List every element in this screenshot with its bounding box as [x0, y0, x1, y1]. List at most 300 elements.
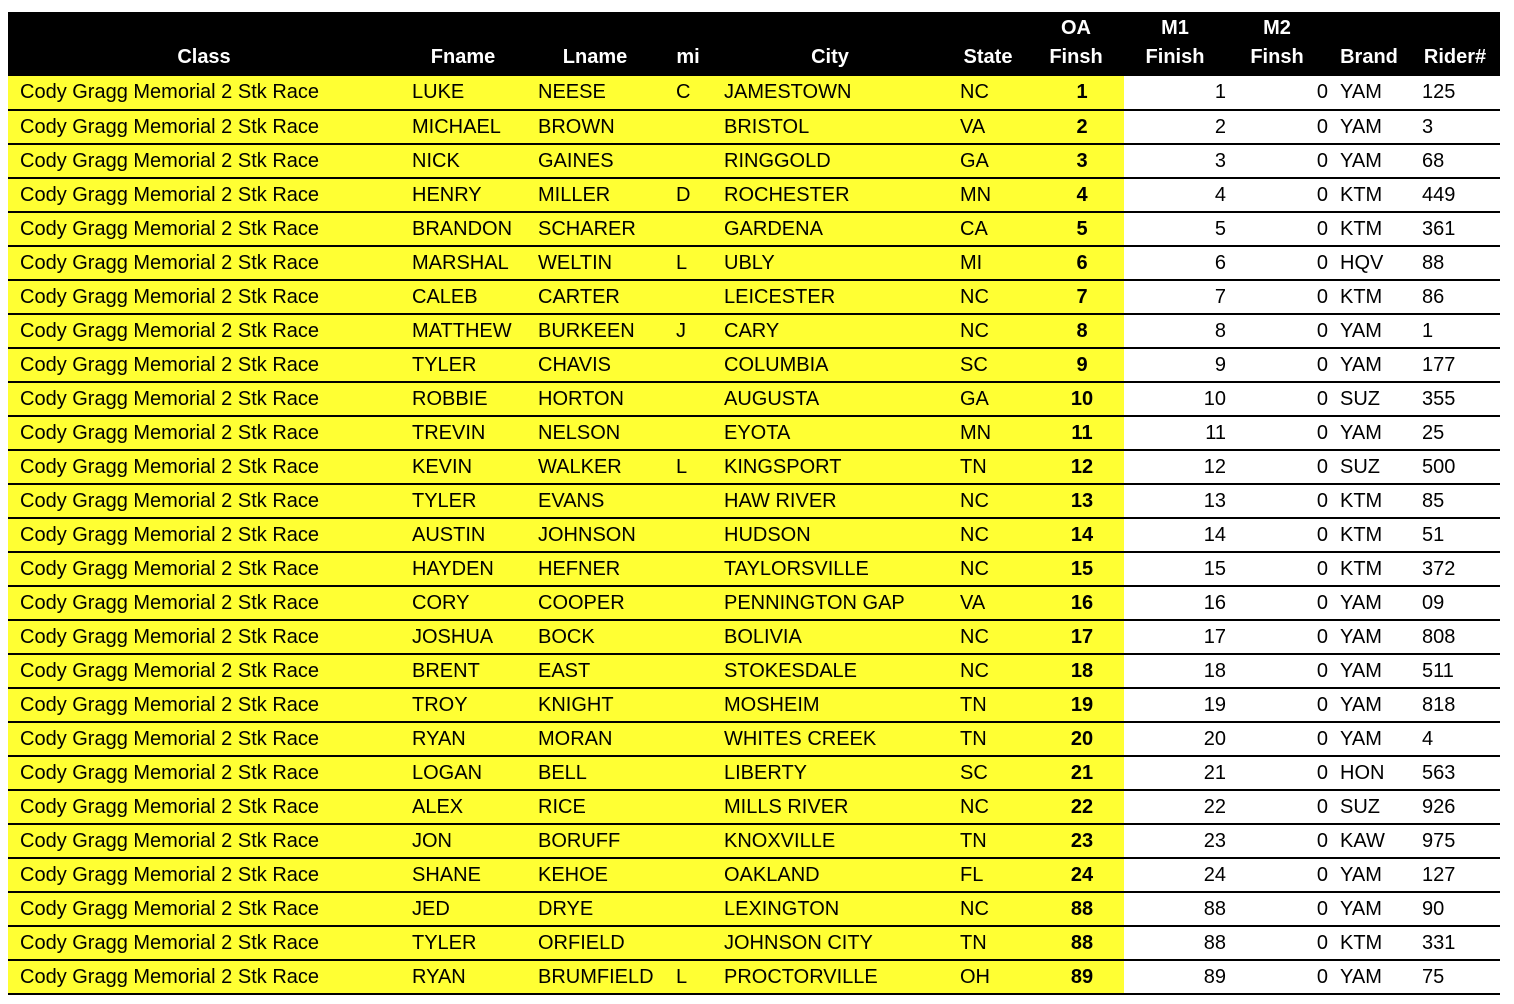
table-row [8, 212, 1500, 246]
cell-lname: MORAN [526, 722, 664, 756]
cell-fname: JON [400, 824, 526, 858]
cell-lname: ORFIELD [526, 926, 664, 960]
cell-fname: RYAN [400, 960, 526, 994]
cell-lname: NELSON [526, 416, 664, 450]
cell-city: BRISTOL [712, 110, 948, 144]
cell-oa-finish: 1 [1028, 76, 1124, 110]
cell-m2-finish: 0 [1226, 722, 1328, 756]
cell-brand: YAM [1328, 688, 1410, 722]
cell-m1-finish: 89 [1124, 960, 1226, 994]
cell-m2-finish: 0 [1226, 178, 1328, 212]
cell-m2-finish: 0 [1226, 824, 1328, 858]
cell-mi: C [664, 76, 712, 110]
cell-rider: 75 [1410, 960, 1500, 994]
cell-mi [664, 858, 712, 892]
cell-class: Cody Gragg Memorial 2 Stk Race [8, 518, 400, 552]
cell-state: VA [948, 110, 1028, 144]
header-state: State [948, 12, 1028, 76]
cell-state: NC [948, 484, 1028, 518]
cell-m1-finish: 4 [1124, 178, 1226, 212]
cell-rider: 177 [1410, 348, 1500, 382]
cell-brand: KTM [1328, 280, 1410, 314]
cell-lname: GAINES [526, 144, 664, 178]
cell-mi [664, 722, 712, 756]
table-row [8, 144, 1500, 178]
cell-city: TAYLORSVILLE [712, 552, 948, 586]
cell-fname: BRENT [400, 654, 526, 688]
cell-class: Cody Gragg Memorial 2 Stk Race [8, 756, 400, 790]
cell-rider: 85 [1410, 484, 1500, 518]
cell-m1-finish: 10 [1124, 382, 1226, 416]
table-row [8, 824, 1500, 858]
cell-brand: YAM [1328, 586, 1410, 620]
cell-m2-finish: 0 [1226, 926, 1328, 960]
cell-fname: TROY [400, 688, 526, 722]
cell-m2-finish: 0 [1226, 552, 1328, 586]
table-row [8, 450, 1500, 484]
cell-oa-finish: 22 [1028, 790, 1124, 824]
cell-fname: MARSHAL [400, 246, 526, 280]
cell-mi [664, 654, 712, 688]
cell-class: Cody Gragg Memorial 2 Stk Race [8, 960, 400, 994]
cell-class: Cody Gragg Memorial 2 Stk Race [8, 688, 400, 722]
cell-m1-finish: 2 [1124, 110, 1226, 144]
cell-mi [664, 416, 712, 450]
header-m1-finish [1124, 12, 1226, 76]
cell-brand: YAM [1328, 144, 1410, 178]
header-lname: Lname [526, 12, 664, 76]
cell-m1-finish: 21 [1124, 756, 1226, 790]
cell-lname: EAST [526, 654, 664, 688]
table-row [8, 314, 1500, 348]
cell-rider: 127 [1410, 858, 1500, 892]
cell-city: HUDSON [712, 518, 948, 552]
cell-m1-finish: 8 [1124, 314, 1226, 348]
cell-m1-finish: 9 [1124, 348, 1226, 382]
header-m2-line1: M2 [1263, 17, 1291, 39]
cell-state: CA [948, 212, 1028, 246]
cell-oa-finish: 21 [1028, 756, 1124, 790]
cell-oa-finish: 10 [1028, 382, 1124, 416]
cell-m2-finish: 0 [1226, 450, 1328, 484]
cell-brand: HON [1328, 756, 1410, 790]
cell-oa-finish: 2 [1028, 110, 1124, 144]
cell-mi [664, 348, 712, 382]
cell-brand: SUZ [1328, 790, 1410, 824]
table-row [8, 790, 1500, 824]
cell-city: STOKESDALE [712, 654, 948, 688]
cell-city: OAKLAND [712, 858, 948, 892]
cell-state: SC [948, 348, 1028, 382]
cell-m2-finish: 0 [1226, 314, 1328, 348]
cell-rider: 25 [1410, 416, 1500, 450]
cell-m1-finish: 7 [1124, 280, 1226, 314]
cell-m2-finish: 0 [1226, 110, 1328, 144]
header-oa-finish [1028, 12, 1124, 76]
cell-rider: 563 [1410, 756, 1500, 790]
cell-m1-finish: 23 [1124, 824, 1226, 858]
cell-mi: D [664, 178, 712, 212]
table-row [8, 722, 1500, 756]
cell-mi [664, 892, 712, 926]
cell-oa-finish: 15 [1028, 552, 1124, 586]
cell-lname: COOPER [526, 586, 664, 620]
cell-lname: CHAVIS [526, 348, 664, 382]
header-m1-line1: M1 [1161, 17, 1189, 39]
header-mi: mi [664, 12, 712, 76]
cell-mi [664, 552, 712, 586]
cell-rider: 51 [1410, 518, 1500, 552]
cell-class: Cody Gragg Memorial 2 Stk Race [8, 212, 400, 246]
cell-oa-finish: 89 [1028, 960, 1124, 994]
cell-m2-finish: 0 [1226, 416, 1328, 450]
header-brand: Brand [1328, 12, 1410, 76]
cell-rider: 09 [1410, 586, 1500, 620]
header-rider: Rider# [1410, 12, 1500, 76]
cell-lname: BRUMFIELD [526, 960, 664, 994]
cell-city: UBLY [712, 246, 948, 280]
cell-lname: BELL [526, 756, 664, 790]
cell-state: TN [948, 722, 1028, 756]
cell-brand: KTM [1328, 178, 1410, 212]
cell-m2-finish: 0 [1226, 382, 1328, 416]
cell-lname: KEHOE [526, 858, 664, 892]
cell-rider: 4 [1410, 722, 1500, 756]
cell-fname: TYLER [400, 926, 526, 960]
cell-m2-finish: 0 [1226, 144, 1328, 178]
cell-brand: HQV [1328, 246, 1410, 280]
table-row [8, 110, 1500, 144]
cell-m1-finish: 13 [1124, 484, 1226, 518]
cell-brand: SUZ [1328, 382, 1410, 416]
cell-m2-finish: 0 [1226, 790, 1328, 824]
cell-lname: BROWN [526, 110, 664, 144]
cell-mi [664, 484, 712, 518]
cell-brand: KAW [1328, 824, 1410, 858]
cell-state: MI [948, 246, 1028, 280]
cell-fname: NICK [400, 144, 526, 178]
cell-fname: CORY [400, 586, 526, 620]
cell-m1-finish: 22 [1124, 790, 1226, 824]
cell-mi [664, 620, 712, 654]
cell-rider: 361 [1410, 212, 1500, 246]
table-row [8, 654, 1500, 688]
cell-mi [664, 518, 712, 552]
cell-m1-finish: 88 [1124, 926, 1226, 960]
cell-oa-finish: 17 [1028, 620, 1124, 654]
cell-m2-finish: 0 [1226, 518, 1328, 552]
cell-fname: BRANDON [400, 212, 526, 246]
cell-m1-finish: 5 [1124, 212, 1226, 246]
cell-oa-finish: 19 [1028, 688, 1124, 722]
cell-class: Cody Gragg Memorial 2 Stk Race [8, 722, 400, 756]
cell-lname: JOHNSON [526, 518, 664, 552]
cell-m2-finish: 0 [1226, 76, 1328, 110]
cell-city: PENNINGTON GAP [712, 586, 948, 620]
cell-state: VA [948, 586, 1028, 620]
cell-fname: HENRY [400, 178, 526, 212]
cell-city: GARDENA [712, 212, 948, 246]
table-row [8, 484, 1500, 518]
cell-state: NC [948, 552, 1028, 586]
cell-fname: ALEX [400, 790, 526, 824]
cell-city: HAW RIVER [712, 484, 948, 518]
cell-m1-finish: 1 [1124, 76, 1226, 110]
cell-rider: 68 [1410, 144, 1500, 178]
table-row [8, 552, 1500, 586]
cell-class: Cody Gragg Memorial 2 Stk Race [8, 552, 400, 586]
cell-m2-finish: 0 [1226, 484, 1328, 518]
cell-brand: YAM [1328, 654, 1410, 688]
header-row [8, 12, 1500, 76]
cell-class: Cody Gragg Memorial 2 Stk Race [8, 858, 400, 892]
cell-state: MN [948, 178, 1028, 212]
header-fname: Fname [400, 12, 526, 76]
cell-class: Cody Gragg Memorial 2 Stk Race [8, 246, 400, 280]
cell-lname: WELTIN [526, 246, 664, 280]
cell-rider: 88 [1410, 246, 1500, 280]
cell-city: ROCHESTER [712, 178, 948, 212]
header-oa-line1: OA [1061, 17, 1091, 39]
header-oa-line2: Finsh [1049, 46, 1103, 68]
cell-m1-finish: 17 [1124, 620, 1226, 654]
cell-m1-finish: 16 [1124, 586, 1226, 620]
cell-oa-finish: 3 [1028, 144, 1124, 178]
cell-state: NC [948, 620, 1028, 654]
cell-oa-finish: 5 [1028, 212, 1124, 246]
cell-rider: 926 [1410, 790, 1500, 824]
cell-mi [664, 824, 712, 858]
cell-brand: YAM [1328, 620, 1410, 654]
cell-city: JOHNSON CITY [712, 926, 948, 960]
cell-class: Cody Gragg Memorial 2 Stk Race [8, 110, 400, 144]
cell-city: MILLS RIVER [712, 790, 948, 824]
table-row [8, 892, 1500, 926]
cell-city: MOSHEIM [712, 688, 948, 722]
cell-class: Cody Gragg Memorial 2 Stk Race [8, 144, 400, 178]
cell-m2-finish: 0 [1226, 280, 1328, 314]
header-city: City [712, 12, 948, 76]
table-row [8, 246, 1500, 280]
cell-fname: CALEB [400, 280, 526, 314]
cell-brand: YAM [1328, 76, 1410, 110]
cell-state: MN [948, 416, 1028, 450]
cell-brand: YAM [1328, 960, 1410, 994]
cell-state: NC [948, 314, 1028, 348]
cell-rider: 331 [1410, 926, 1500, 960]
cell-brand: KTM [1328, 926, 1410, 960]
table-row [8, 926, 1500, 960]
cell-fname: HAYDEN [400, 552, 526, 586]
header-m2-finish [1226, 12, 1328, 76]
cell-class: Cody Gragg Memorial 2 Stk Race [8, 824, 400, 858]
cell-rider: 449 [1410, 178, 1500, 212]
cell-m2-finish: 0 [1226, 892, 1328, 926]
cell-state: GA [948, 144, 1028, 178]
cell-class: Cody Gragg Memorial 2 Stk Race [8, 76, 400, 110]
cell-fname: SHANE [400, 858, 526, 892]
cell-m1-finish: 19 [1124, 688, 1226, 722]
cell-rider: 3 [1410, 110, 1500, 144]
cell-city: EYOTA [712, 416, 948, 450]
cell-m2-finish: 0 [1226, 960, 1328, 994]
cell-rider: 125 [1410, 76, 1500, 110]
cell-class: Cody Gragg Memorial 2 Stk Race [8, 654, 400, 688]
cell-m2-finish: 0 [1226, 620, 1328, 654]
results-table [8, 12, 1500, 995]
cell-brand: KTM [1328, 518, 1410, 552]
cell-oa-finish: 18 [1028, 654, 1124, 688]
table-row [8, 620, 1500, 654]
table-row [8, 518, 1500, 552]
cell-class: Cody Gragg Memorial 2 Stk Race [8, 484, 400, 518]
cell-mi [664, 586, 712, 620]
cell-brand: KTM [1328, 212, 1410, 246]
cell-fname: AUSTIN [400, 518, 526, 552]
cell-state: NC [948, 892, 1028, 926]
table-row [8, 586, 1500, 620]
cell-fname: TREVIN [400, 416, 526, 450]
table-row [8, 76, 1500, 110]
cell-fname: JOSHUA [400, 620, 526, 654]
cell-state: GA [948, 382, 1028, 416]
cell-oa-finish: 88 [1028, 892, 1124, 926]
cell-m1-finish: 3 [1124, 144, 1226, 178]
cell-city: LIBERTY [712, 756, 948, 790]
cell-brand: YAM [1328, 314, 1410, 348]
cell-city: WHITES CREEK [712, 722, 948, 756]
cell-state: NC [948, 518, 1028, 552]
cell-state: NC [948, 790, 1028, 824]
cell-lname: HORTON [526, 382, 664, 416]
cell-mi: L [664, 450, 712, 484]
cell-fname: MICHAEL [400, 110, 526, 144]
cell-brand: YAM [1328, 110, 1410, 144]
cell-class: Cody Gragg Memorial 2 Stk Race [8, 416, 400, 450]
cell-lname: BURKEEN [526, 314, 664, 348]
cell-brand: YAM [1328, 722, 1410, 756]
cell-fname: TYLER [400, 348, 526, 382]
cell-rider: 1 [1410, 314, 1500, 348]
cell-m2-finish: 0 [1226, 756, 1328, 790]
cell-oa-finish: 13 [1028, 484, 1124, 518]
cell-rider: 86 [1410, 280, 1500, 314]
cell-m1-finish: 20 [1124, 722, 1226, 756]
cell-m2-finish: 0 [1226, 654, 1328, 688]
table-row [8, 348, 1500, 382]
cell-city: KNOXVILLE [712, 824, 948, 858]
cell-lname: SCHARER [526, 212, 664, 246]
cell-oa-finish: 9 [1028, 348, 1124, 382]
cell-lname: BORUFF [526, 824, 664, 858]
cell-brand: KTM [1328, 552, 1410, 586]
cell-state: NC [948, 76, 1028, 110]
table-row [8, 858, 1500, 892]
cell-fname: JED [400, 892, 526, 926]
table-row [8, 756, 1500, 790]
cell-oa-finish: 23 [1028, 824, 1124, 858]
cell-class: Cody Gragg Memorial 2 Stk Race [8, 178, 400, 212]
cell-brand: YAM [1328, 858, 1410, 892]
table-row [8, 960, 1500, 994]
cell-brand: KTM [1328, 484, 1410, 518]
cell-mi [664, 756, 712, 790]
cell-rider: 90 [1410, 892, 1500, 926]
cell-lname: EVANS [526, 484, 664, 518]
cell-mi [664, 212, 712, 246]
cell-city: BOLIVIA [712, 620, 948, 654]
cell-m2-finish: 0 [1226, 212, 1328, 246]
cell-city: LEXINGTON [712, 892, 948, 926]
cell-m2-finish: 0 [1226, 586, 1328, 620]
cell-class: Cody Gragg Memorial 2 Stk Race [8, 314, 400, 348]
cell-class: Cody Gragg Memorial 2 Stk Race [8, 926, 400, 960]
cell-class: Cody Gragg Memorial 2 Stk Race [8, 348, 400, 382]
cell-rider: 818 [1410, 688, 1500, 722]
cell-rider: 500 [1410, 450, 1500, 484]
cell-brand: YAM [1328, 348, 1410, 382]
cell-lname: KNIGHT [526, 688, 664, 722]
table-row [8, 280, 1500, 314]
cell-mi [664, 382, 712, 416]
cell-rider: 808 [1410, 620, 1500, 654]
cell-oa-finish: 16 [1028, 586, 1124, 620]
cell-m1-finish: 11 [1124, 416, 1226, 450]
cell-oa-finish: 12 [1028, 450, 1124, 484]
table-row [8, 178, 1500, 212]
cell-city: AUGUSTA [712, 382, 948, 416]
cell-state: TN [948, 688, 1028, 722]
cell-lname: HEFNER [526, 552, 664, 586]
cell-class: Cody Gragg Memorial 2 Stk Race [8, 586, 400, 620]
cell-rider: 511 [1410, 654, 1500, 688]
cell-m2-finish: 0 [1226, 688, 1328, 722]
cell-oa-finish: 11 [1028, 416, 1124, 450]
cell-oa-finish: 14 [1028, 518, 1124, 552]
cell-oa-finish: 4 [1028, 178, 1124, 212]
cell-brand: YAM [1328, 892, 1410, 926]
cell-class: Cody Gragg Memorial 2 Stk Race [8, 450, 400, 484]
cell-mi [664, 144, 712, 178]
cell-oa-finish: 20 [1028, 722, 1124, 756]
cell-state: TN [948, 450, 1028, 484]
cell-city: JAMESTOWN [712, 76, 948, 110]
cell-m1-finish: 6 [1124, 246, 1226, 280]
cell-lname: MILLER [526, 178, 664, 212]
cell-mi [664, 688, 712, 722]
cell-m2-finish: 0 [1226, 858, 1328, 892]
cell-rider: 975 [1410, 824, 1500, 858]
cell-oa-finish: 24 [1028, 858, 1124, 892]
cell-city: KINGSPORT [712, 450, 948, 484]
cell-m1-finish: 88 [1124, 892, 1226, 926]
cell-fname: LOGAN [400, 756, 526, 790]
cell-class: Cody Gragg Memorial 2 Stk Race [8, 382, 400, 416]
cell-m1-finish: 24 [1124, 858, 1226, 892]
cell-m1-finish: 12 [1124, 450, 1226, 484]
table-row [8, 416, 1500, 450]
cell-m1-finish: 14 [1124, 518, 1226, 552]
cell-city: RINGGOLD [712, 144, 948, 178]
results-body [8, 76, 1500, 994]
cell-lname: BOCK [526, 620, 664, 654]
cell-class: Cody Gragg Memorial 2 Stk Race [8, 620, 400, 654]
cell-oa-finish: 6 [1028, 246, 1124, 280]
cell-lname: DRYE [526, 892, 664, 926]
cell-state: TN [948, 824, 1028, 858]
cell-fname: MATTHEW [400, 314, 526, 348]
cell-lname: RICE [526, 790, 664, 824]
